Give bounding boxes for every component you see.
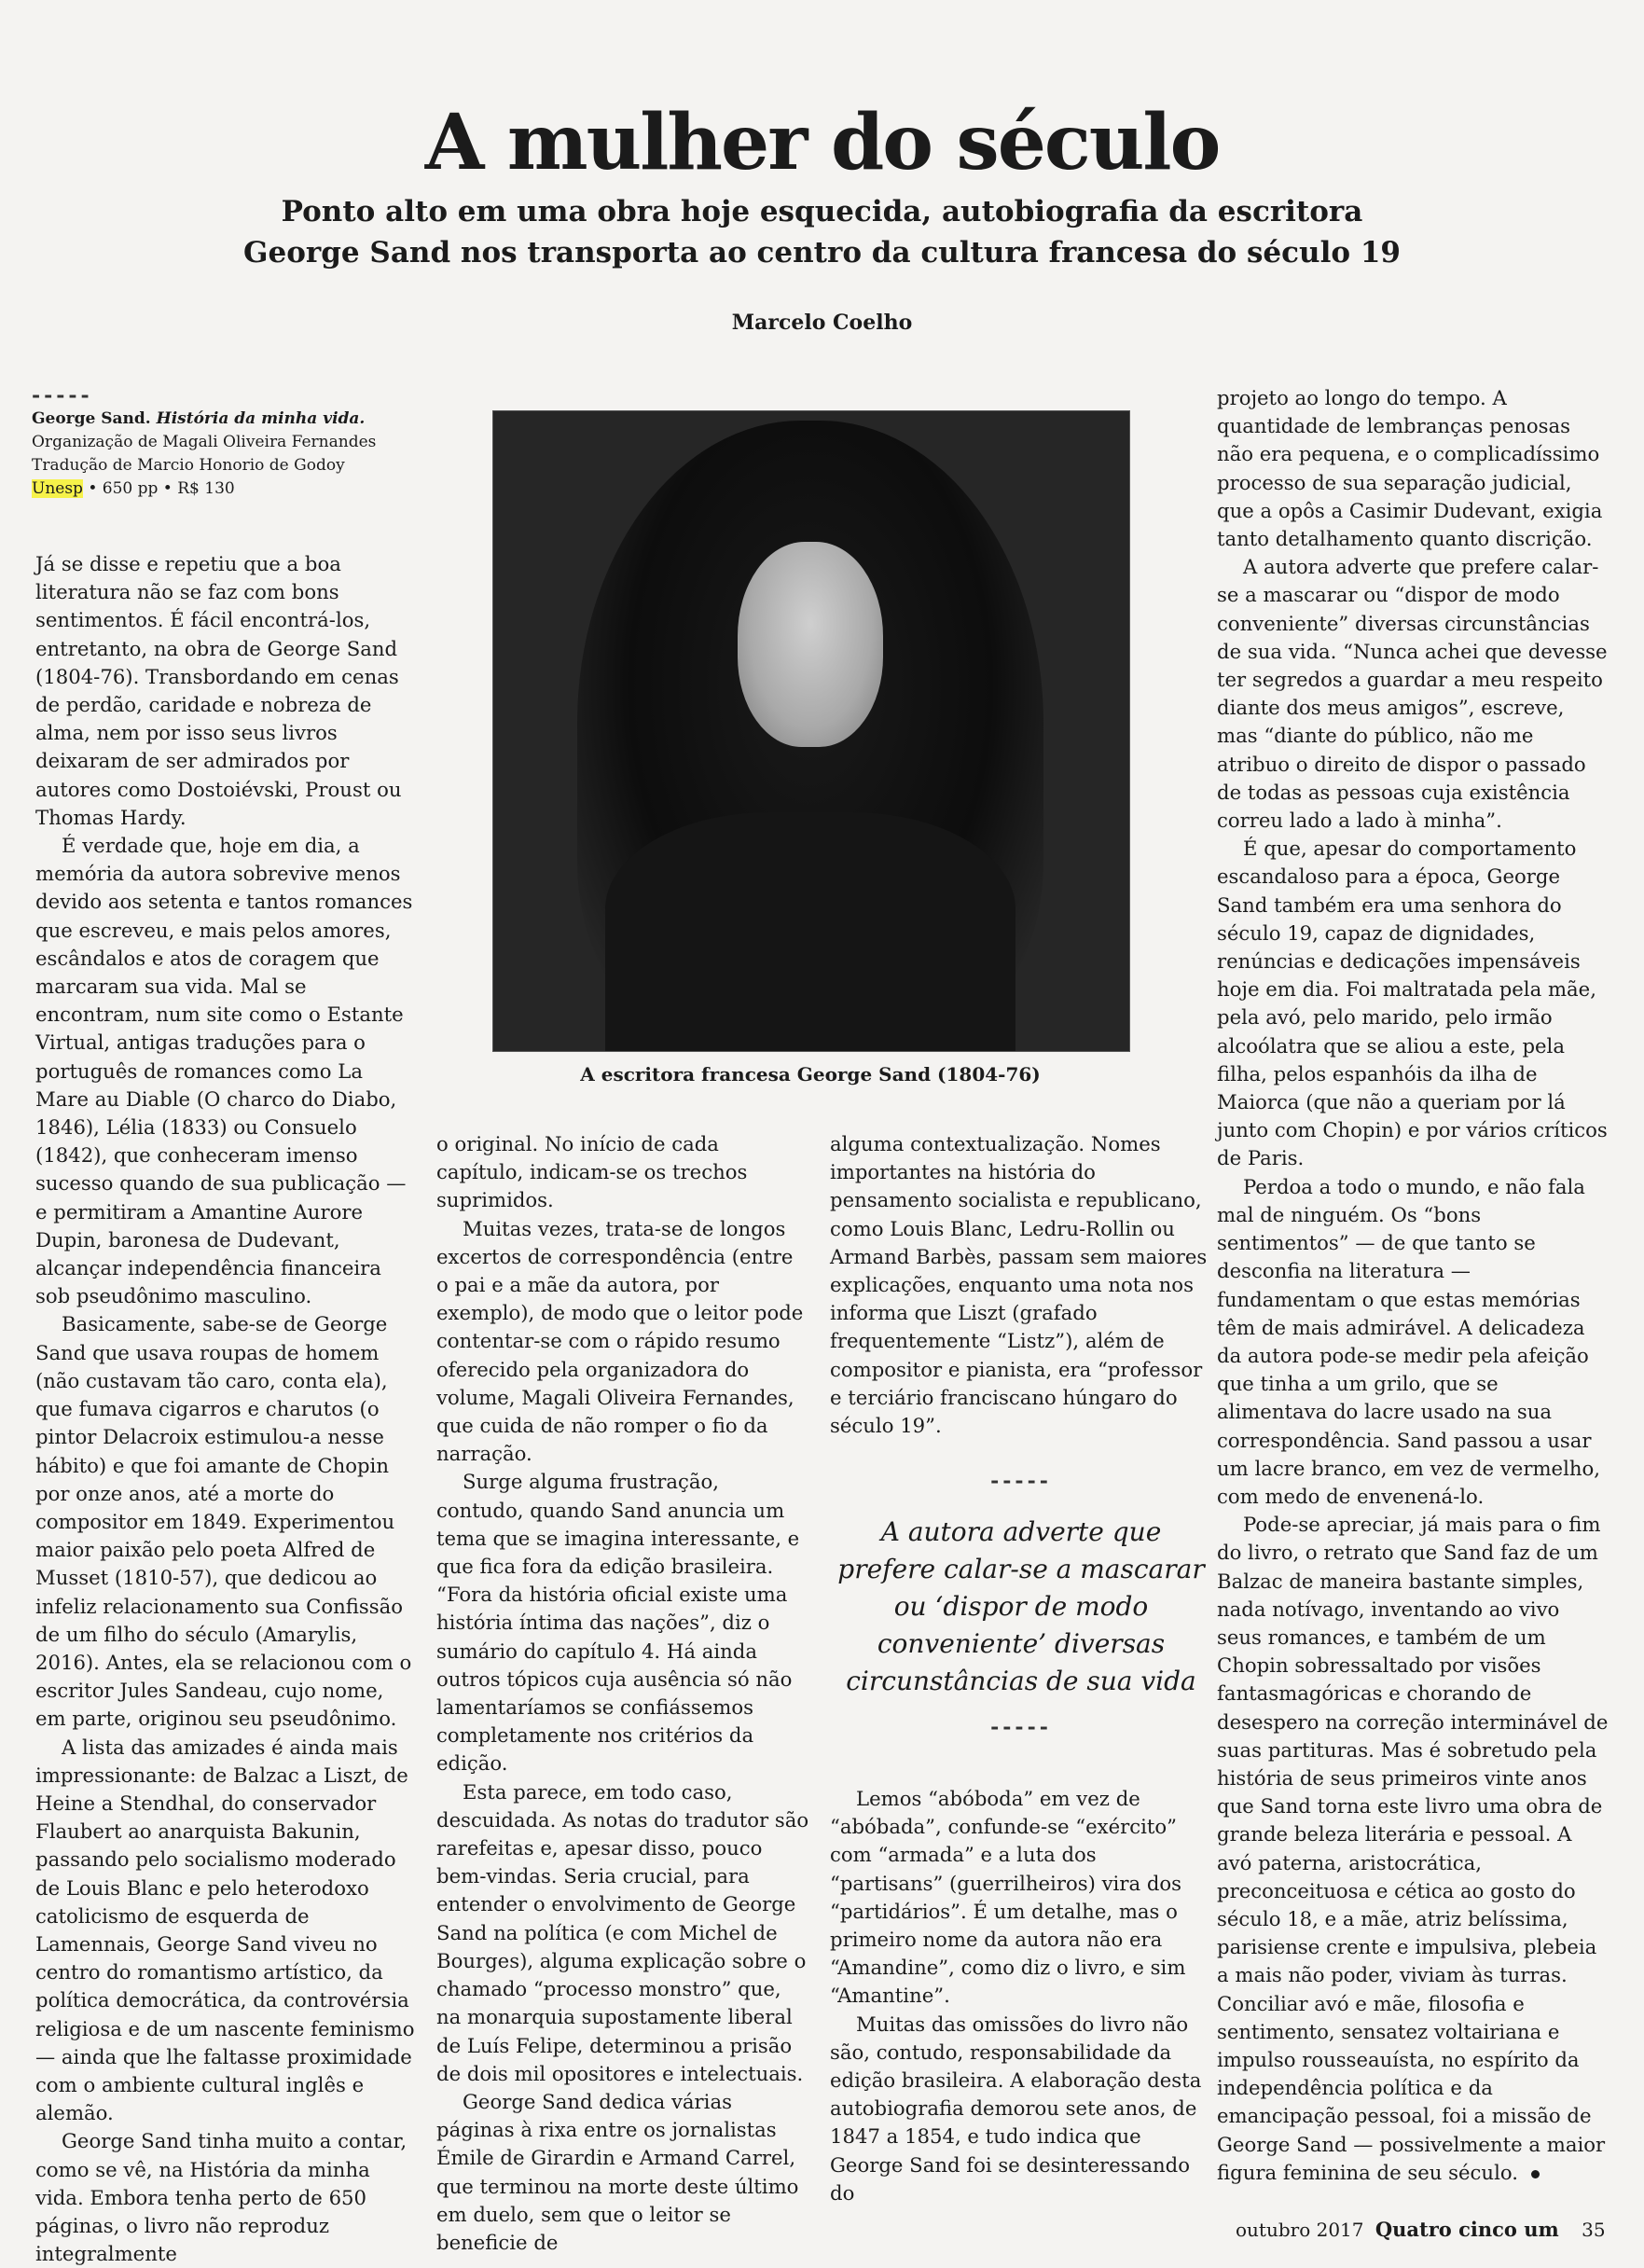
paragraph: Esta parece, em todo caso, descuidada. As notas do tradutor são rarefeitas e, apesar disso, pouco bem-vindas. Seria crucial, para entender o envolvimento de George Sand na política (e com Michel de Bourges), alguma explicação sobre o chamado “processo monstro” que, na monarquia supostamente liberal de Luís Felipe, determinou a prisão de dois mil opositores e intelectuais. [436, 1779, 809, 2085]
paragraph [1217, 1511, 1609, 2187]
paragraph: Surge alguma frustração, contudo, quando Sand anuncia um tema que se imagina interessante, e que fica fora da edição brasileira. “Fora da história oficial existe uma história íntima das nações”, diz o sumário do capítulo 4. Há ainda outros tópicos cuja ausência só não lamentaríamos se confiássemos completamente nos critérios da edição. [436, 1470, 800, 1776]
subtitle-line-2: George Sand nos transporta ao centro da cultura francesa do século 19 [243, 236, 1401, 270]
paragraph: Perdoa a todo o mundo, e não fala mal de ninguém. Os “bons sentimentos” — de que tanto se desconfia na literatura — fundamentam o que estas memórias têm de mais admirável. A delicadeza da autora pode-se medir pela afeição que tinha a um grilo, que se alimentava do lacre usado na sua correspondência. Sand passou a usar um lacre branco, em vez de vermelho, com medo de envenená-lo. [1217, 1174, 1600, 1508]
column-1 [35, 550, 420, 2268]
paragraph: É verdade que, hoje em dia, a memória da autora sobrevive menos devido aos setenta e tantos romances que escreveu, e mais pelos amores, escândalos e atos de coragem que marcaram sua vida. Mal se encontram, num site como o Estante Virtual, antigas traduções para o português de romances como La Mare au Diable (O charco do Diabo, 1846), Lélia (1833) ou Consuelo (1842), que conheceram imenso sucesso quando de sua publicação — e permitiram a Amantine Aurore Dupin, baronesa de Dudevant, alcançar independência financeira sob pseudônimo masculino. [35, 834, 413, 1308]
portrait-dress [605, 812, 1015, 1052]
portrait-face [738, 542, 883, 747]
pull-quote-text: A autora adverte que prefere calar-se a mascarar ou ‘dispor de modo conveniente’ diversas circunstâncias de sua vida [837, 1516, 1205, 1696]
paragraph: Lemos “abóboda” em vez de “abóbada”, confunde-se “exército” com “armada” e a luta dos “partisans” (guerrilheiros) vira dos “partidários”. É um detalhe, mas o primeiro nome da autora não era “Amandine”, como diz o livro, e sim “Amantine”. [830, 1787, 1186, 2008]
book-translation: Tradução de Marcio Honorio de Godoy [32, 456, 345, 475]
separator-dashes: ----- [990, 1715, 1052, 1739]
paragraph: É que, apesar do comportamento escandaloso para a época, George Sand também era uma senhora do século 19, capaz de dignidades, renúncias e dedicações impensáveis hoje em dia. Foi maltratada pela mãe, pela avó, pelo marido, pelo irmão alcoólatra que se aliou a este, pela filha, pelos espanhóis da ilha de Maiorca (que não a queriam por lá junto com Chopin) e por vários críticos de Paris. [1217, 837, 1608, 1170]
paragraph: George Sand tinha muito a contar, como se vê, na História da minha vida. Embora tenha perto de 650 páginas, o livro não reproduz integralmente [35, 2129, 408, 2266]
paragraph: Muitas das omissões do livro não são, contudo, responsabilidade da edição brasileira. A elaboração desta autobiografia demorou sete anos, de 1847 a 1854, e tudo indica que George Sand foi se desinteressando do [830, 2012, 1202, 2205]
separator-dashes: ----- [990, 1469, 1052, 1493]
paragraph: projeto ao longo do tempo. A quantidade de lembranças penosas não era pequena, e o complicadíssimo processo de sua separação judicial, que a opôs a Casimir Dudevant, exigia tanto detalhamento quanto discrição. [1217, 386, 1603, 551]
page-number: 35 [1582, 2219, 1606, 2241]
article-title: A mulher do século [424, 97, 1220, 187]
paragraph: alguma contextualização. Nomes importantes na história do pensamento socialista e republicano, como Louis Blanc, Ledru-Rollin ou Armand Barbès, passam sem maiores explicações, enquanto uma nota nos informa que Liszt (grafado frequentemente “Listz”), além de compositor e pianista, era “professor e terciário franciscano húngaro do século 19”. [830, 1132, 1208, 1438]
magazine-name: Quatro cinco um [1375, 2218, 1559, 2241]
page-footer [1236, 2218, 1606, 2241]
end-mark-icon [1531, 2170, 1540, 2178]
book-info-box [32, 384, 423, 501]
final-paragraph-text: Pode-se apreciar, já mais para o fim do livro, o retrato que Sand faz de um Balzac de maneira bastante simples, nada notívago, inventando ao vivo seus romances, e também de um Chopin sobressaltado por visões fantasmagóricas e chorando de desespero na correção interminável de suas partituras. Mas é sobretudo pela história de seus primeiros vinte anos que Sand torna este livro uma obra de grande beleza literária e pessoal. A avó paterna, aristocrática, preconceituosa e cética ao gosto do século 18, e a mãe, atriz belíssima, parisiense crente e impulsiva, plebeia a mais não poder, viviam às turras. Conciliar avó e mãe, filosofia e sentimento, sensatez voltairiana e impulso rousseauísta, no espírito da independência política e da emancipação pessoal, foi a missão de George Sand — possivelmente a maior figura feminina de seu século. [1217, 1513, 1609, 2184]
paragraph: o original. No início de cada capítulo, indicam-se os trechos suprimidos. [436, 1132, 748, 1212]
column-3-bottom [830, 1785, 1208, 2207]
pull-quote [830, 1469, 1212, 1739]
separator-dashes: ----- [32, 383, 93, 408]
column-4 [1217, 384, 1609, 2187]
paragraph: Muitas vezes, trata-se de longos excertos de correspondência (entre o pai e a mãe da autora, por exemplo), de modo que o leitor pode contentar-se com o rápido resumo oferecido pela organizadora do volume, Magali Oliveira Fernandes, que cuida de não romper o fio da narração. [436, 1216, 804, 1466]
issue-date: outubro 2017 [1236, 2219, 1364, 2241]
paragraph: George Sand dedica várias páginas à rixa entre os jornalistas Émile de Girardin e Armand Carrel, que terminou na morte deste último em duelo, sem que o leitor se beneficie de [436, 2089, 799, 2254]
book-author: George Sand. [32, 409, 151, 428]
book-citation [32, 408, 423, 431]
photo-caption: A escritora francesa George Sand (1804-76) [580, 1063, 1041, 1086]
book-title: História da minha vida. [156, 409, 366, 428]
column-3-top [830, 1130, 1208, 1440]
column-2 [436, 1130, 809, 2257]
portrait-photo [492, 410, 1130, 1052]
subtitle-line-1: Ponto alto em uma obra hoje esquecida, autobiografia da escritora [281, 195, 1363, 228]
book-pages-price: • 650 pp • R$ 130 [82, 479, 235, 498]
paragraph: A lista das amizades é ainda mais impressionante: de Balzac a Liszt, de Heine a Stendhal, do conservador Flaubert ao anarquista Bakunin, passando pelo socialismo moderado de Louis Blanc e pelo heterodoxo catolicismo de esquerda de Lamennais, George Sand viveu no centro do romantismo artístico, da política democrática, da controvérsia religiosa e de um nascente feminismo — ainda que lhe faltasse proximidade com o ambiente cultural inglês e alemão. [35, 1735, 415, 2125]
book-publishing-details [32, 477, 423, 501]
publisher-highlighted: Unesp [32, 479, 83, 498]
paragraph: A autora adverte que prefere calar-se a mascarar ou “dispor de modo conveniente” diversas circunstâncias de sua vida. “Nunca achei que devesse ter segredos a guardar a meu respeito diante dos meus amigos”, escreve, mas “diante do público, não me atribuo o direito de dispor o passado de todas as pessoas cuja existência correu lado a lado à minha”. [1217, 555, 1608, 833]
paragraph: Já se disse e repetiu que a boa literatura não se faz com bons sentimentos. É fácil encontrá-los, entretanto, na obra de George Sand (1804-76). Transbordando em cenas de perdão, caridade e nobreza de alma, nem por isso seus livros deixaram de ser admirados por autores como Dostoiévski, Proust ou Thomas Hardy. [35, 552, 402, 829]
article-subtitle [0, 191, 1644, 273]
paragraph: Basicamente, sabe-se de George Sand que usava roupas de homem (não custavam tão caro, conta ela), que fumava cigarros e charutos (o pintor Delacroix estimulou-a nesse hábito) e que foi amante de Chopin por onze anos, até a morte do compositor em 1849. Experimentou maior paixão pelo poeta Alfred de Musset (1810-57), que dedicou ao infeliz relacionamento sua Confissão de um filho do século (Amarylis, 2016). Antes, ela se relacionou com o escritor Jules Sandeau, cujo nome, em parte, originou seu pseudônimo. [35, 1312, 412, 1731]
book-organization: Organização de Magali Oliveira Fernandes [32, 433, 377, 451]
article-author: Marcelo Coelho [731, 311, 913, 335]
